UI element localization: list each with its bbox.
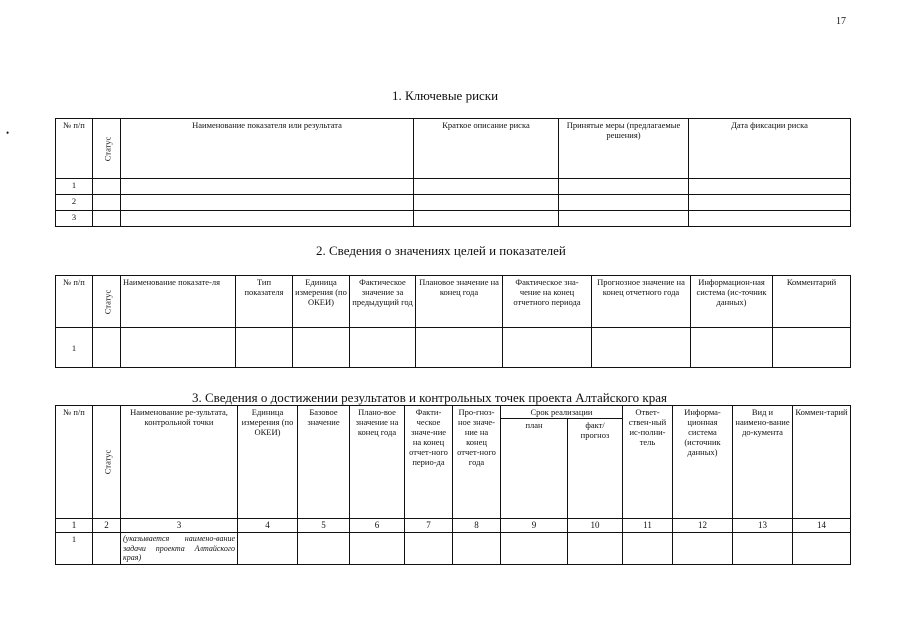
cell xyxy=(559,179,689,195)
cell xyxy=(559,211,689,227)
header-name: Наименование показате-ля xyxy=(121,276,236,328)
cell xyxy=(121,328,236,368)
column-number: 7 xyxy=(405,519,453,533)
header-num: № п/п xyxy=(56,276,93,328)
header-actual-prev: Фактическое значение за предыдущий год xyxy=(350,276,416,328)
cell xyxy=(93,179,121,195)
header-num: № п/п xyxy=(56,119,93,179)
column-number: 14 xyxy=(793,519,851,533)
cell xyxy=(559,195,689,211)
cell xyxy=(501,533,568,565)
column-number: 5 xyxy=(298,519,350,533)
header-plan-end: Плановое значение на конец года xyxy=(416,276,503,328)
header-actual: Факти-ческое значе-ние на конец отчет-ного перио-да xyxy=(405,406,453,519)
cell xyxy=(293,328,350,368)
cell xyxy=(405,533,453,565)
header-type: Тип показателя xyxy=(236,276,293,328)
indicators-table xyxy=(55,275,851,368)
column-number: 6 xyxy=(350,519,405,533)
cell xyxy=(673,533,733,565)
row-number: 1 xyxy=(56,179,93,195)
cell xyxy=(689,211,851,227)
column-number: 2 xyxy=(93,519,121,533)
row-number: 1 xyxy=(56,533,93,565)
column-number: 13 xyxy=(733,519,793,533)
header-actual-end: Фактическое зна-чение на конец отчетного периода xyxy=(503,276,592,328)
section2-title: 2. Сведения о значениях целей и показателей xyxy=(316,243,566,258)
header-forecast: Прогнозное значение на конец отчетного года xyxy=(592,276,691,328)
cell xyxy=(350,328,416,368)
header-measures: Принятые меры (предлагаемые решения) xyxy=(559,119,689,179)
cell xyxy=(414,195,559,211)
header-name: Наименование ре-зультата, контрольной точки xyxy=(121,406,238,519)
cell xyxy=(414,211,559,227)
header-unit: Единица измерения (по ОКЕИ) xyxy=(238,406,298,519)
cell xyxy=(691,328,773,368)
cell xyxy=(592,328,691,368)
cell xyxy=(238,533,298,565)
header-forecast: Про-гноз-ное значе-ние на конец отчет-ного года xyxy=(453,406,501,519)
column-number: 4 xyxy=(238,519,298,533)
header-date: Дата фиксации риска xyxy=(689,119,851,179)
column-number: 11 xyxy=(623,519,673,533)
header-unit: Единица измерения (по ОКЕИ) xyxy=(293,276,350,328)
cell xyxy=(568,533,623,565)
cell xyxy=(733,533,793,565)
cell xyxy=(503,328,592,368)
cell xyxy=(414,179,559,195)
cell xyxy=(93,533,121,565)
cell xyxy=(121,211,414,227)
header-term: Срок реализации xyxy=(501,406,623,419)
header-term-fact: факт/ прогноз xyxy=(568,419,623,519)
cell xyxy=(623,533,673,565)
column-number: 3 xyxy=(121,519,238,533)
header-comment: Комментарий xyxy=(773,276,851,328)
section1-title: 1. Ключевые риски xyxy=(392,88,499,103)
header-base: Базовое значение xyxy=(298,406,350,519)
header-document: Вид и наимено-вание до-кумента xyxy=(733,406,793,519)
header-plan: Плано-вое значение на конец года xyxy=(350,406,405,519)
header-comment: Коммен-тарий xyxy=(793,406,851,519)
cell xyxy=(121,179,414,195)
header-status: Статус xyxy=(93,406,121,519)
row-name: (указывается наимено-вание задачи проекта Алтайского края) xyxy=(121,533,238,565)
header-status: Статус xyxy=(93,276,121,328)
cell xyxy=(689,195,851,211)
results-table xyxy=(55,405,851,565)
column-number: 8 xyxy=(453,519,501,533)
risks-table xyxy=(55,118,851,227)
column-number: 9 xyxy=(501,519,568,533)
header-term-plan: план xyxy=(501,419,568,519)
header-info-system: Информацион-ная система (ис-точник данных) xyxy=(691,276,773,328)
cell xyxy=(773,328,851,368)
cell xyxy=(236,328,293,368)
page-number: 17 xyxy=(836,16,846,27)
row-number: 2 xyxy=(56,195,93,211)
header-name: Наименование показателя или результата xyxy=(121,119,414,179)
column-number: 12 xyxy=(673,519,733,533)
cell xyxy=(793,533,851,565)
section3-title: 3. Сведения о достижении результатов и контрольных точек проекта Алтайского края xyxy=(192,390,667,405)
header-responsible: Ответ-ствен-ный ис-полни-тель xyxy=(623,406,673,519)
cell xyxy=(350,533,405,565)
cell xyxy=(93,328,121,368)
cell xyxy=(121,195,414,211)
cell xyxy=(689,179,851,195)
header-description: Краткое описание риска xyxy=(414,119,559,179)
column-number: 10 xyxy=(568,519,623,533)
column-number: 1 xyxy=(56,519,93,533)
cell xyxy=(416,328,503,368)
header-info-system: Информа-ционная система (источник данных) xyxy=(673,406,733,519)
header-status: Статус xyxy=(93,119,121,179)
cell xyxy=(93,195,121,211)
margin-mark: • xyxy=(6,128,10,138)
cell xyxy=(93,211,121,227)
cell xyxy=(453,533,501,565)
header-num: № п/п xyxy=(56,406,93,519)
row-number: 3 xyxy=(56,211,93,227)
row-number: 1 xyxy=(56,328,93,368)
cell xyxy=(298,533,350,565)
